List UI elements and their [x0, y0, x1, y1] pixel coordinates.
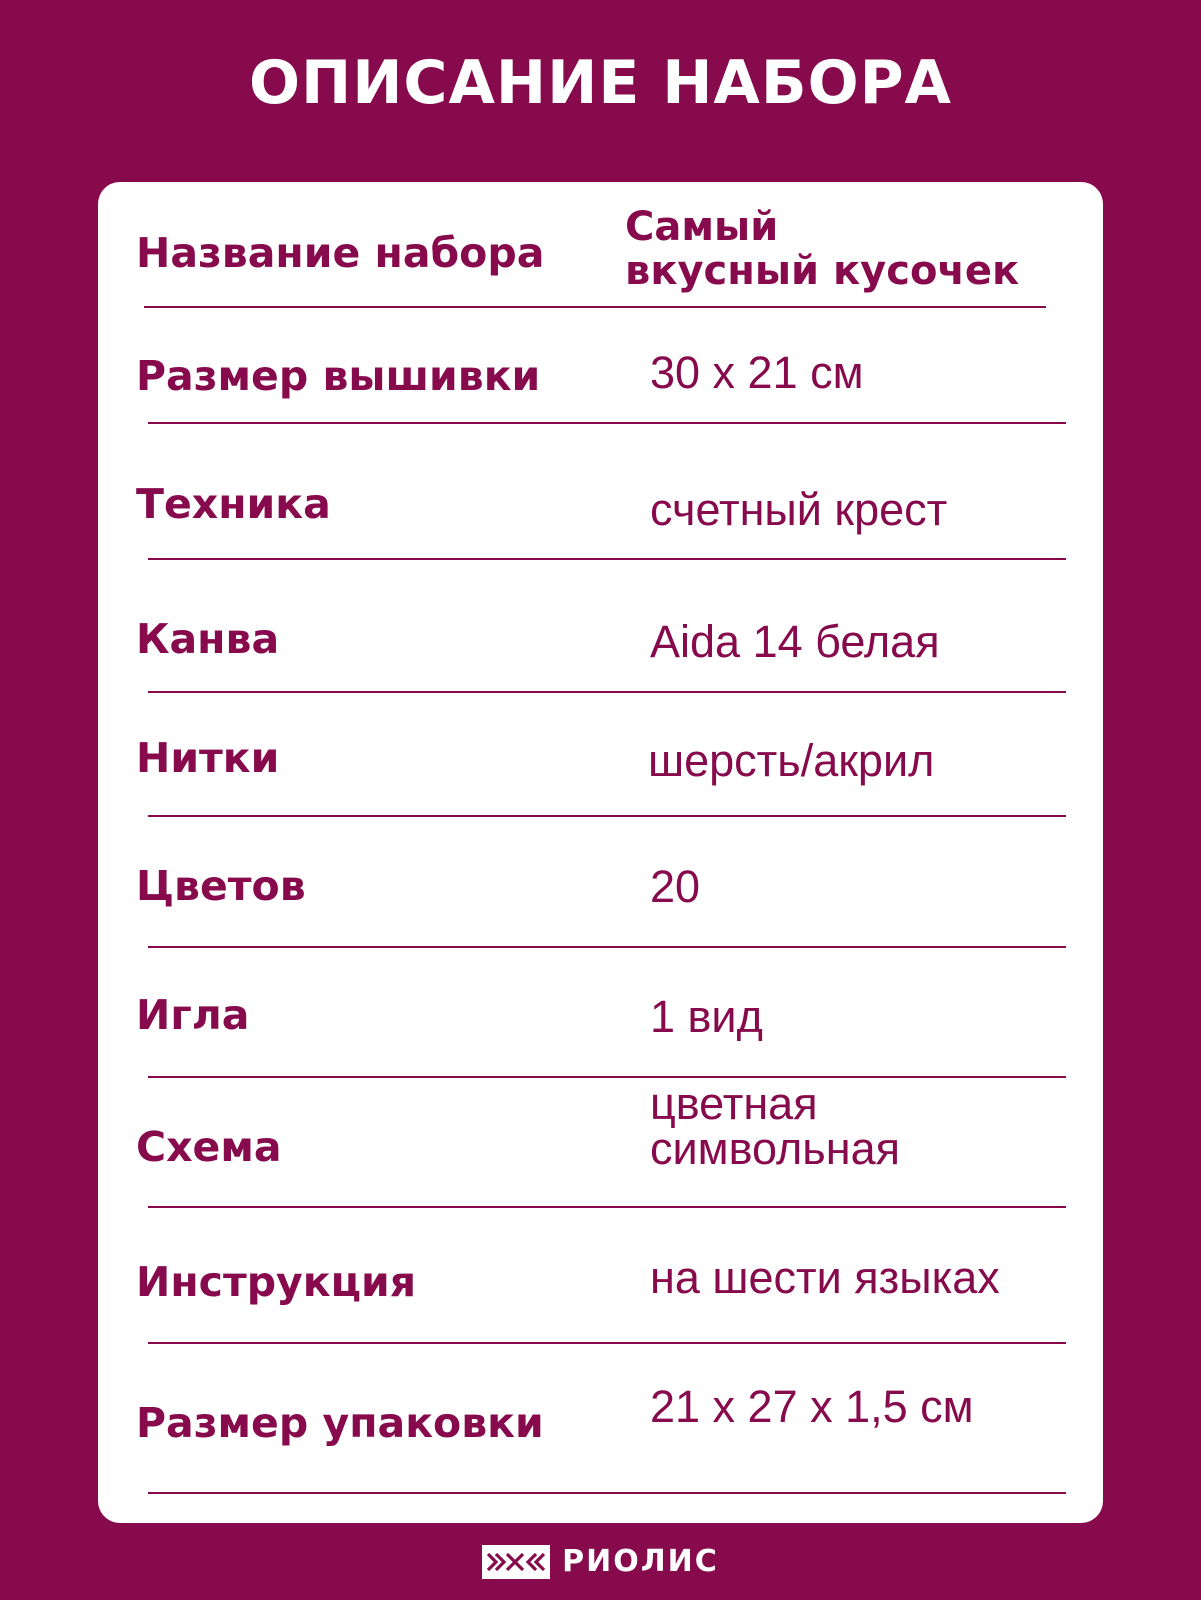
spec-value: на шести языках [650, 1252, 1000, 1303]
row-divider [148, 691, 1066, 693]
riolis-logo-icon [482, 1545, 550, 1579]
row-divider [148, 946, 1066, 948]
brand-name: РИОЛИС [562, 1544, 719, 1579]
spec-label: Канва [136, 615, 280, 663]
row-divider [148, 558, 1066, 560]
spec-value-line-2: символьная [650, 1123, 900, 1174]
spec-value-line-1: Самый [625, 204, 779, 250]
spec-label: Размер вышивки [136, 352, 541, 400]
spec-label: Цветов [136, 862, 306, 910]
brand-footer [0, 1540, 1201, 1584]
row-divider [148, 1076, 1066, 1078]
row-divider [148, 422, 1066, 424]
row-divider [148, 1492, 1066, 1494]
spec-label: Схема [136, 1123, 282, 1171]
spec-label: Нитки [136, 734, 280, 782]
spec-value: счетный крест [650, 484, 948, 535]
spec-value-line-2: вкусный кусочек [625, 248, 1020, 294]
spec-value: 21 х 27 х 1,5 см [650, 1381, 974, 1432]
spec-label: Игла [136, 991, 250, 1039]
page-title: ОПИСАНИЕ НАБОРА [248, 48, 952, 118]
spec-value: 20 [650, 861, 701, 912]
spec-card [98, 182, 1103, 1523]
row-divider [148, 1206, 1066, 1208]
spec-label: Размер упаковки [136, 1399, 544, 1447]
row-divider [148, 1342, 1066, 1344]
spec-label: Название набора [136, 229, 545, 277]
spec-value-line-1: цветная [650, 1078, 818, 1129]
row-divider [144, 306, 1046, 308]
row-divider [148, 815, 1066, 817]
spec-value: Aida 14 белая [650, 616, 940, 667]
spec-label: Инструкция [136, 1258, 417, 1306]
spec-value: шерсть/акрил [648, 735, 935, 786]
spec-value: 1 вид [650, 991, 763, 1042]
spec-value: 30 х 21 см [650, 347, 864, 398]
spec-label: Техника [136, 480, 331, 528]
